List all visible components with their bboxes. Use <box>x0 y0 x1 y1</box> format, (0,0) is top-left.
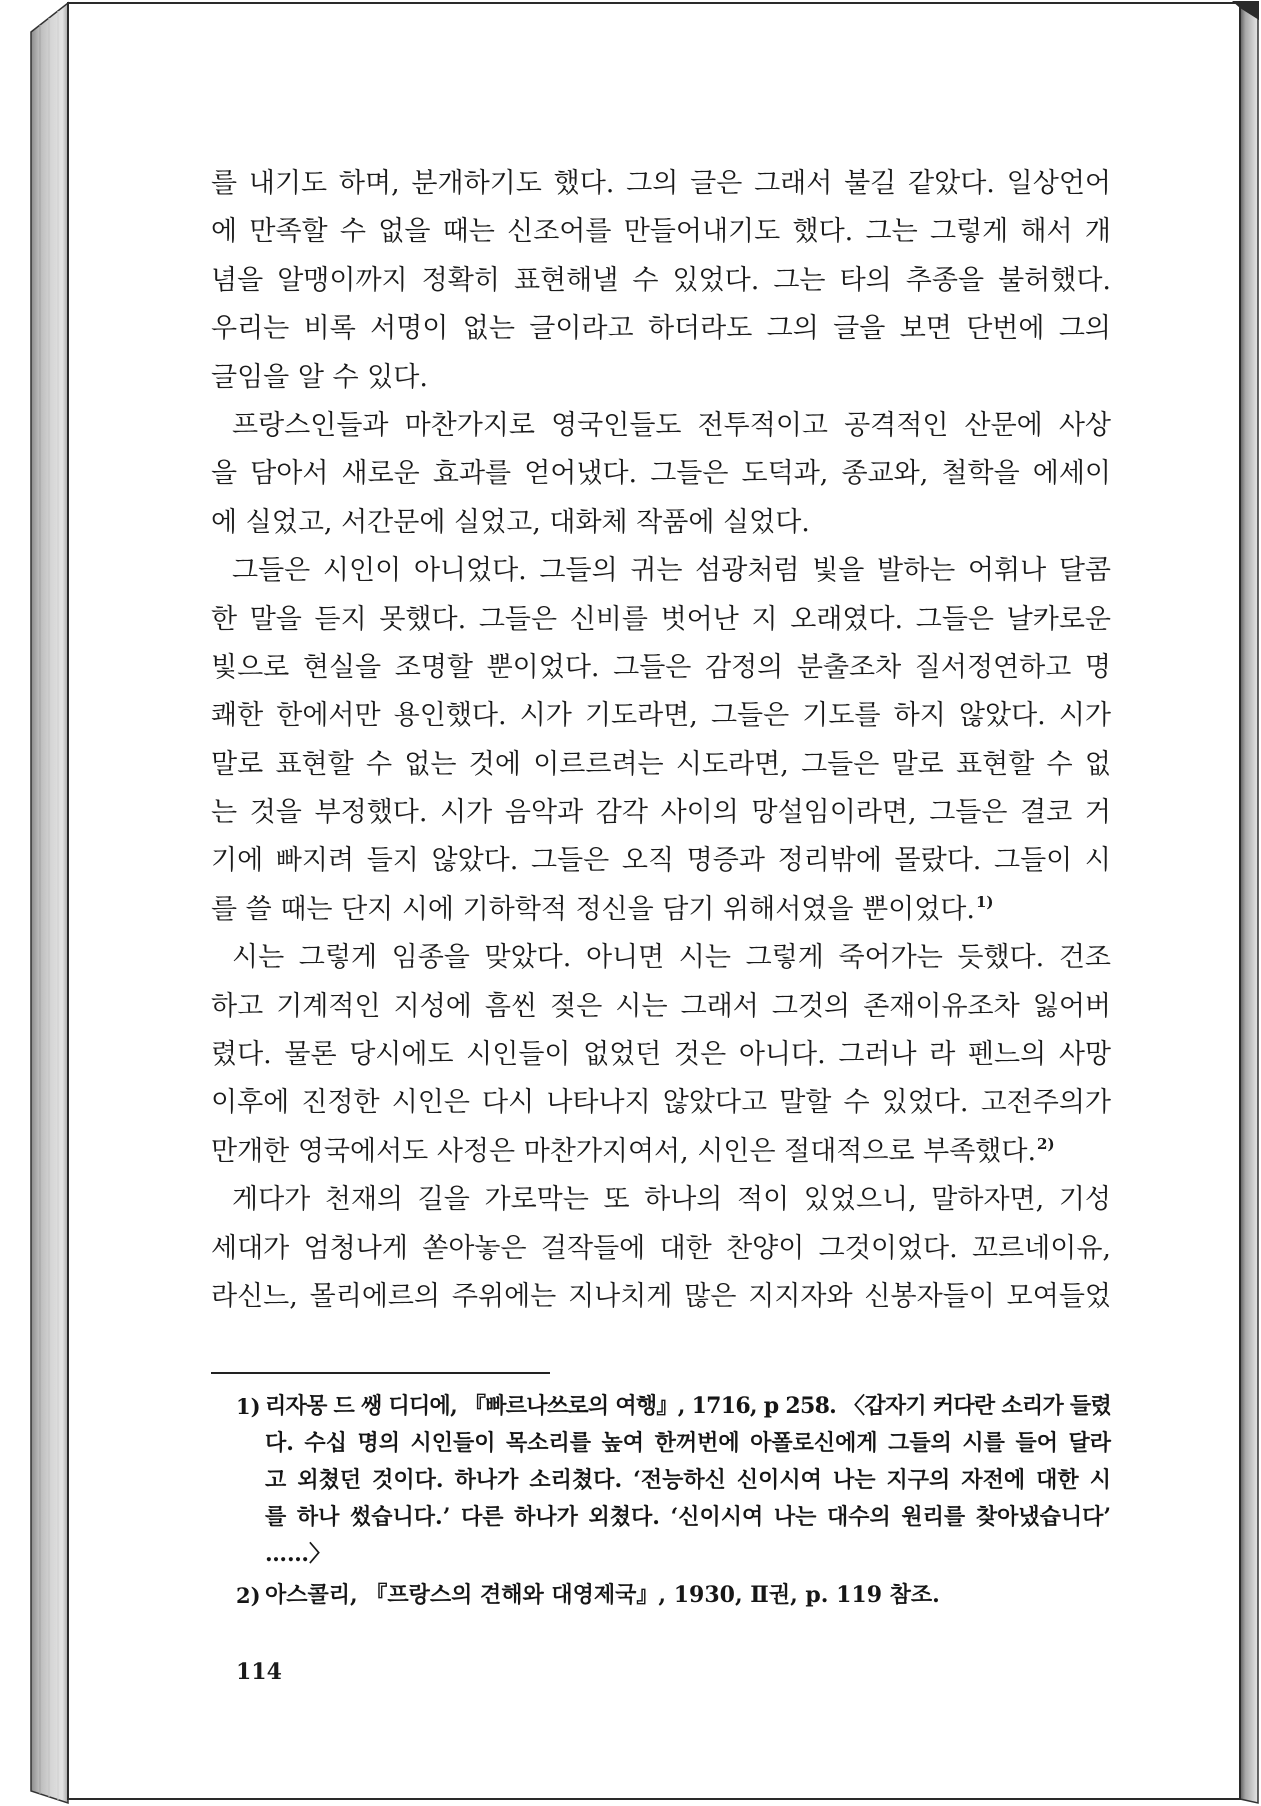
footnote-ref-2: 2) <box>1037 1134 1055 1153</box>
body-line: 한 말을 듣지 못했다. 그들은 신비를 벗어난 지 오래였다. 그들은 날카로운 <box>211 603 1111 635</box>
body-line: 을 담아서 새로운 효과를 얻어냈다. 그들은 도덕과, 종교와, 철학을 에세이 <box>211 458 1111 490</box>
footnote-rule <box>211 1372 550 1374</box>
body-line <box>211 1128 1111 1176</box>
page-number: 114 <box>236 1659 282 1685</box>
footnote-number: 2) <box>236 1583 261 1608</box>
footnote-line: 아스콜리, 『프랑스의 견해와 대영제국』, 1930, Ⅱ권, p. 119 참조. <box>265 1582 940 1608</box>
footnote-line: 고 외쳤던 것이다. 하나가 소리쳤다. ‘전능하신 신이시여 나는 지구의 자전에 대한 시 <box>265 1467 1111 1493</box>
body-line: 는 것을 부정했다. 시가 음악과 감각 사이의 망설임이라면, 그들은 결코 거 <box>211 797 1111 829</box>
page-right-edge <box>1240 3 1258 1803</box>
body-line: 게다가 천재의 길을 가로막는 또 하나의 적이 있었으니, 말하자면, 기성 <box>232 1184 1111 1216</box>
body-line: 하고 기계적인 지성에 흠씬 젖은 시는 그래서 그것의 존재이유조차 잃어버 <box>211 990 1111 1022</box>
body-line: 를 내기도 하며, 분개하기도 했다. 그의 글은 그래서 불길 같았다. 일상언어 <box>211 168 1111 199</box>
body-line: 말로 표현할 수 없는 것에 이르르려는 시도라면, 그들은 말로 표현할 수 없 <box>211 748 1111 780</box>
body-line: 념을 알맹이까지 정확히 표현해낼 수 있었다. 그는 타의 추종을 불허했다. <box>211 264 1111 296</box>
body-line: 렸다. 물론 당시에도 시인들이 없었던 것은 아니다. 그러나 라 펜느의 사망 <box>211 1039 1111 1071</box>
body-line: 이후에 진정한 시인은 다시 나타나지 않았다고 말할 수 있었다. 고전주의가 <box>211 1087 1111 1119</box>
body-line: 쾌한 한에서만 용인했다. 시가 기도라면, 그들은 기도를 하지 않았다. 시가 <box>211 700 1111 732</box>
body-line: 시는 그렇게 임종을 맞았다. 아니면 시는 그렇게 죽어가는 듯했다. 건조 <box>232 942 1111 974</box>
body-line: 그들은 시인이 아니었다. 그들의 귀는 섬광처럼 빛을 발하는 어휘나 달콤 <box>232 555 1111 587</box>
body-line: 세대가 엄청나게 쏟아놓은 걸작들에 대한 찬양이 그것이었다. 꼬르네이유, <box>211 1232 1111 1264</box>
footnote-ref-1: 1) <box>975 892 994 911</box>
body-line: 프랑스인들과 마찬가지로 영국인들도 전투적이고 공격적인 산문에 사상 <box>232 409 1111 441</box>
footnote-2 <box>236 1577 1111 1614</box>
body-line: 에 만족할 수 없을 때는 신조어를 만들어내기도 했다. 그는 그렇게 해서 개 <box>211 216 1111 248</box>
body-line-text: 만개한 영국에서도 사정은 마찬가지여서, 시인은 절대적으로 부족했다. <box>211 1135 1037 1167</box>
body-line <box>211 886 1111 934</box>
body-text <box>211 160 1111 1321</box>
body-line-text: 를 쓸 때는 단지 시에 기하학적 정신을 담기 위해서였을 뿐이었다. <box>211 893 975 925</box>
body-line: 우리는 비록 서명이 없는 글이라고 하더라도 그의 글을 보면 단번에 그의 <box>211 313 1111 345</box>
footnote-1 <box>236 1388 1111 1573</box>
body-line: 빛으로 현실을 조명할 뿐이었다. 그들은 감정의 분출조차 질서정연하고 명 <box>211 651 1111 683</box>
body-line: 기에 빠지려 들지 않았다. 그들은 오직 명증과 정리밖에 몰랐다. 그들이 시 <box>211 845 1111 877</box>
body-line: 에 실었고, 서간문에 실었고, 대화체 작품에 실었다. <box>211 506 810 538</box>
footnote-line: ……〉 <box>265 1541 332 1567</box>
body-line: 글임을 알 수 있다. <box>211 361 428 393</box>
body-line: 라신느, 몰리에르의 주위에는 지나치게 많은 지지자와 신봉자들이 모여들었 <box>211 1280 1111 1312</box>
footnote-line: 리자몽 드 쌩 디디에, 『빠르나쓰로의 여행』, 1716, p 258. 〈갑자기 커다란 소리가 들렸 <box>265 1393 1111 1419</box>
footnote-number: 1) <box>236 1394 261 1419</box>
footnote-line: 다. 수십 명의 시인들이 목소리를 높여 한꺼번에 아폴로신에게 그들의 시를 들어 달라 <box>265 1430 1111 1456</box>
footnotes <box>236 1388 1111 1614</box>
footnote-line: 를 하나 썼습니다.’ 다른 하나가 외쳤다. ‘신이시여 나는 대수의 원리를 찾아냈습니다’ <box>265 1504 1111 1530</box>
